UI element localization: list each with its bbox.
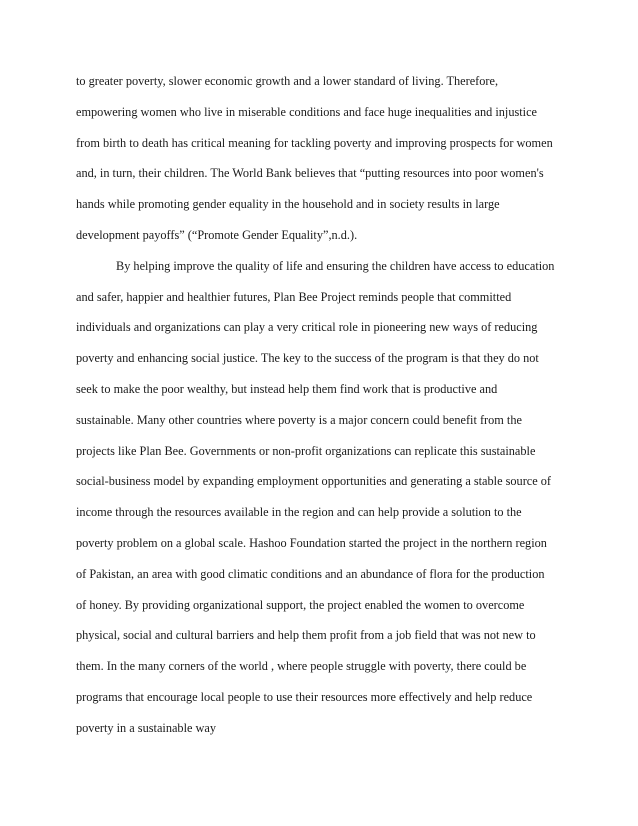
- text-line: them. In the many corners of the world , where people struggle with poverty, there could be: [76, 659, 527, 674]
- text-line: projects like Plan Bee. Governments or non-profit organizations can replicate this sustainable: [76, 443, 536, 458]
- text-line: empowering women who live in miserable conditions and face huge inequalities and injustice: [76, 104, 538, 119]
- text-line: income through the resources available in the region and can help provide a solution to the: [76, 505, 522, 520]
- text-line: By helping improve the quality of life and ensuring the children have access to education: [116, 258, 555, 273]
- text-line: poverty and enhancing social justice. The key to the success of the program is that they do not: [76, 351, 539, 366]
- text-line: poverty in a sustainable way: [76, 720, 217, 735]
- text-line: physical, social and cultural barriers and help them profit from a job field that was not new to: [76, 628, 536, 643]
- text-line: individuals and organizations can play a very critical role in pioneering new ways of reducing: [76, 320, 538, 335]
- text-line: programs that encourage local people to use their resources more effectively and help reduce: [76, 689, 533, 704]
- text-line: hands while promoting gender equality in the household and in society results in large: [76, 197, 500, 212]
- text-line: and safer, happier and healthier futures, Plan Bee Project reminds people that committed: [76, 289, 512, 304]
- text-line: of honey. By providing organizational support, the project enabled the women to overcome: [76, 597, 525, 612]
- text-line: and, in turn, their children. The World Bank believes that “putting resources into poor women's: [76, 166, 544, 181]
- body-text: [76, 66, 566, 744]
- text-line: poverty problem on a global scale. Hashoo Foundation started the project in the northern region: [76, 535, 547, 550]
- text-line: social-business model by expanding employment opportunities and generating a stable source of: [76, 474, 552, 489]
- text-line: seek to make the poor wealthy, but instead help them find work that is productive and: [76, 381, 498, 396]
- text-line: of Pakistan, an area with good climatic conditions and an abundance of flora for the production: [76, 566, 545, 581]
- text-line: development payoffs” (“Promote Gender Equality”,n.d.).: [76, 227, 358, 242]
- text-line: from birth to death has critical meaning for tackling poverty and improving prospects for women: [76, 135, 553, 150]
- text-line: to greater poverty, slower economic growth and a lower standard of living. Therefore,: [76, 74, 499, 88]
- text-line: sustainable. Many other countries where poverty is a major concern could benefit from the: [76, 412, 522, 427]
